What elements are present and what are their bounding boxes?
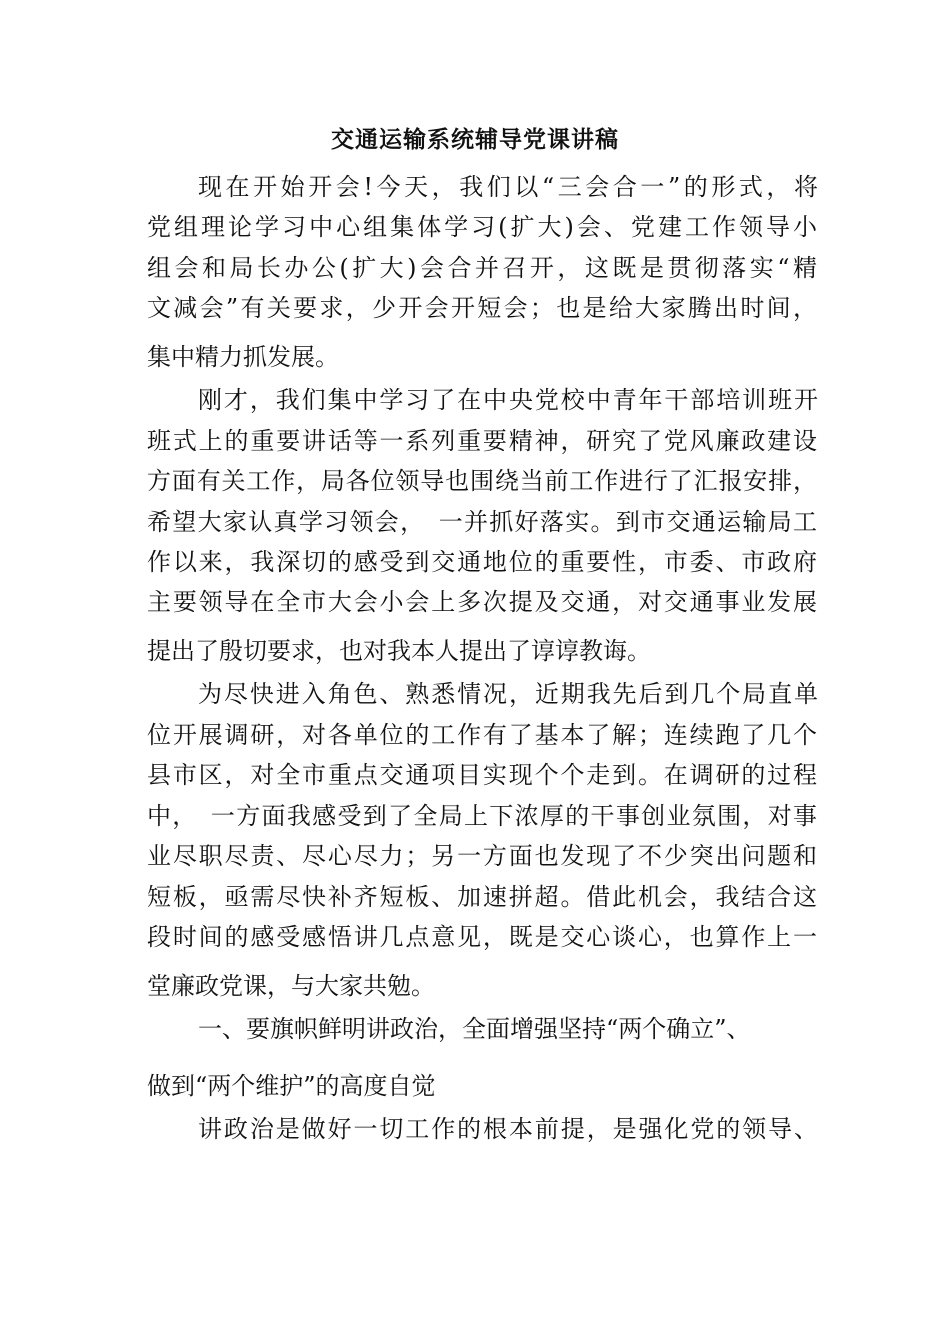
document-title: 交通运输系统辅导党课讲稿	[331, 126, 619, 153]
text-line: 短板，亟需尽快补齐短板、加速拼超。借此机会，我结合这	[147, 883, 817, 911]
text-line: 刚才，我们集中学习了在中央党校中青年干部培训班开	[198, 386, 818, 414]
text-line: 作以来，我深切的感受到交通地位的重要性，市委、市政府	[147, 548, 817, 576]
text-line: 业尽职尽责、尽心尽力；另一方面也发现了不少突出问题和	[147, 842, 817, 870]
text-line: 组会和局长办公(扩大)会合并召开，这既是贯彻落实“精	[147, 254, 817, 282]
text-line: 希望大家认真学习领会， 一并抓好落实。到市交通运输局工	[147, 508, 817, 536]
text-line: 现在开始开会!今天，我们以“三会合一”的形式，将	[198, 173, 818, 201]
section-heading: 做到“两个维护”的高度自觉	[147, 1072, 436, 1100]
section-heading: 一、要旗帜鲜明讲政治，全面增强坚持“两个确立”、	[198, 1015, 751, 1043]
text-line: 方面有关工作，局各位领导也围绕当前工作进行了汇报安排，	[147, 467, 817, 495]
text-line: 集中精力抓发展。	[147, 343, 339, 371]
text-line: 为尽快进入角色、熟悉情况，近期我先后到几个局直单	[198, 680, 818, 708]
text-line: 位开展调研，对各单位的工作有了基本了解；连续跑了几个	[147, 721, 817, 749]
text-line: 堂廉政党课，与大家共勉。	[147, 972, 435, 1000]
text-line: 讲政治是做好一切工作的根本前提，是强化党的领导、	[198, 1115, 818, 1143]
text-line: 中， 一方面我感受到了全局上下浓厚的干事创业氛围，对事	[147, 802, 817, 830]
text-line: 主要领导在全市大会小会上多次提及交通，对交通事业发展	[147, 588, 817, 616]
text-line: 段时间的感受感悟讲几点意见，既是交心谈心，也算作上一	[147, 923, 817, 951]
text-line: 文减会”有关要求，少开会开短会；也是给大家腾出时间，	[147, 294, 817, 322]
text-line: 班式上的重要讲话等一系列重要精神，研究了党风廉政建设	[147, 427, 817, 455]
text-line: 党组理论学习中心组集体学习(扩大)会、党建工作领导小	[147, 213, 817, 241]
text-line: 县市区，对全市重点交通项目实现个个走到。在调研的过程	[147, 761, 817, 789]
text-line: 提出了殷切要求，也对我本人提出了谆谆教诲。	[147, 637, 651, 665]
